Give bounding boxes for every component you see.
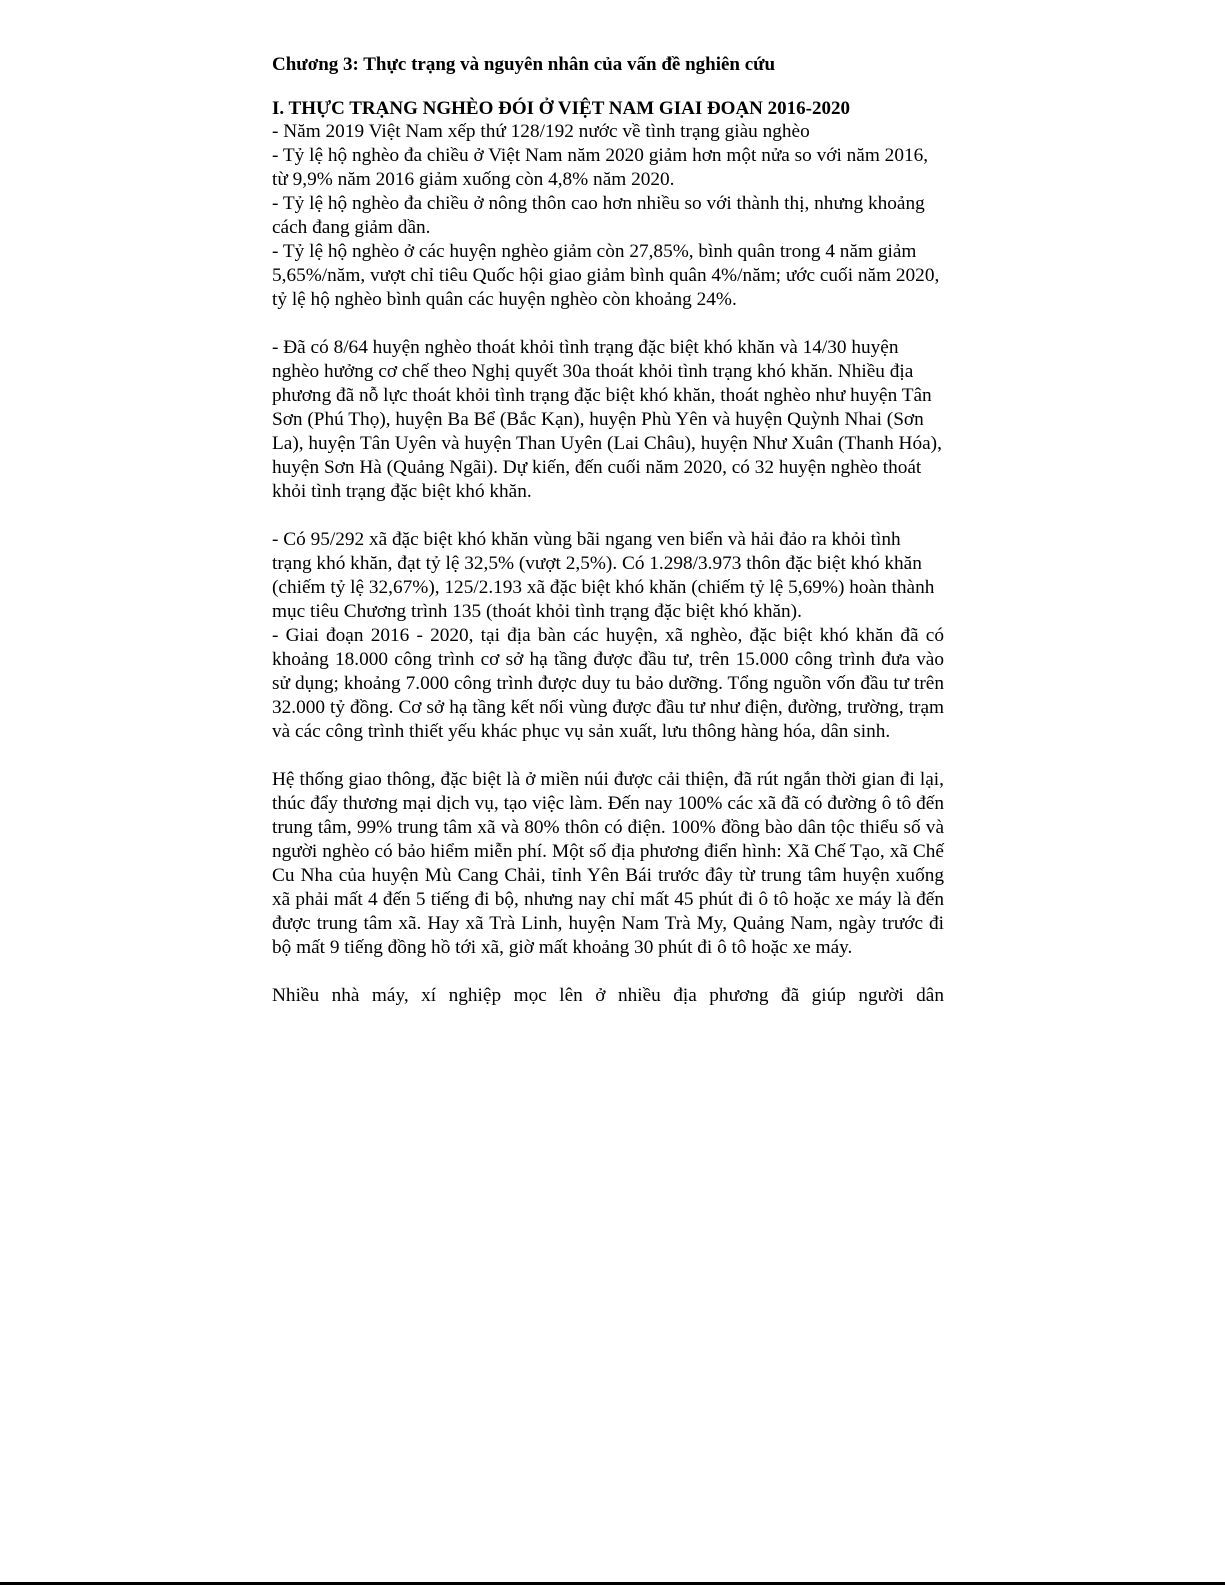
paragraph-coastal-communes: - Có 95/292 xã đặc biệt khó khăn vùng bãi ngang ven biển và hải đảo ra khỏi tình trạng khó khăn, đạt tỷ lệ 32,5% (vượt 2,5%). Có 1.298/3.973 thôn đặc biệt khó khăn (chiếm tỷ lệ 32,67%), 125/2.193 xã đặc biệt khó khăn (chiếm tỷ lệ 5,69%) hoàn thành mục tiêu Chương trình 135 (thoát khỏi tình trạng đặc biệt khó khăn). [272, 529, 935, 622]
paragraph-infrastructure: - Giai đoạn 2016 - 2020, tại địa bàn các huyện, xã nghèo, đặc biệt khó khăn đã có khoảng 18.000 công trình cơ sở hạ tầng được đầu tư, trên 15.000 công trình đưa vào sử dụng; khoảng 7.000 công trình được duy tu bảo dưỡng. Tổng nguồn vốn đầu tư trên 32.000 tỷ đồng. Cơ sở hạ tầng kết nối vùng được đầu tư như điện, đường, trường, trạm và các công trình thiết yếu khác phục vụ sản xuất, lưu thông hàng hóa, dân sinh. [272, 625, 944, 742]
paragraph-multidimensional-poverty: - Tỷ lệ hộ nghèo đa chiều ở Việt Nam năm 2020 giảm hơn một nửa so với năm 2016, từ 9,9% năm 2016 giảm xuống còn 4,8% năm 2020. [272, 145, 929, 190]
paragraph-ranking: - Năm 2019 Việt Nam xếp thứ 128/192 nước về tình trạng giàu nghèo [272, 121, 810, 142]
paragraph-spacer [272, 960, 944, 984]
chapter-title: Chương 3: Thực trạng và nguyên nhân của vấn đề nghiên cứu [272, 54, 776, 75]
paragraph-transport-system: Hệ thống giao thông, đặc biệt là ở miền núi được cải thiện, đã rút ngắn thời gian đi lại, thúc đẩy thương mại dịch vụ, tạo việc làm. Đến nay 100% các xã đã có đường ô tô đến trung tâm, 99% trung tâm xã và 80% thôn có điện. 100% đồng bào dân tộc thiểu số và người nghèo có bảo hiểm miễn phí. Một số địa phương điển hình: Xã Chế Tạo, xã Chế Cu Nha của huyện Mù Cang Chải, tỉnh Yên Bái trước đây từ trung tâm huyện xuống xã phải mất 4 đến 5 tiếng đi bộ, nhưng nay chỉ mất 45 phút đi ô tô hoặc xe máy là đến được trung tâm xã. Hay xã Trà Linh, huyện Nam Trà My, Quảng Nam, ngày trước đi bộ mất 9 tiếng đồng hồ tới xã, giờ mất khoảng 30 phút đi ô tô hoặc xe máy. [272, 769, 944, 958]
paragraph-rural-urban-gap: - Tỷ lệ hộ nghèo đa chiều ở nông thôn cao hơn nhiều so với thành thị, nhưng khoảng cách đang giảm dần. [272, 193, 925, 238]
paragraph-spacer [272, 312, 944, 336]
section-title: I. THỰC TRẠNG NGHÈO ĐÓI Ở VIỆT NAM GIAI ĐOẠN 2016-2020 [272, 98, 850, 119]
paragraph-spacer [272, 504, 944, 528]
document-page [272, 52, 944, 1008]
paragraph-districts-escaped: - Đã có 8/64 huyện nghèo thoát khỏi tình trạng đặc biệt khó khăn và 14/30 huyện nghèo hưởng cơ chế theo Nghị quyết 30a thoát khỏi tình trạng khó khăn. Nhiều địa phương đã nỗ lực thoát khỏi tình trạng đặc biệt khó khăn, thoát nghèo như huyện Tân Sơn (Phú Thọ), huyện Ba Bể (Bắc Kạn), huyện Phù Yên và huyện Quỳnh Nhai (Sơn La), huyện Tân Uyên và huyện Than Uyên (Lai Châu), huyện Như Xuân (Thanh Hóa), huyện Sơn Hà (Quảng Ngãi). Dự kiến, đến cuối năm 2020, có 32 huyện nghèo thoát khỏi tình trạng đặc biệt khó khăn. [272, 337, 942, 502]
paragraph-spacer [272, 744, 944, 768]
paragraph-poor-districts-rate: - Tỷ lệ hộ nghèo ở các huyện nghèo giảm còn 27,85%, bình quân trong 4 năm giảm 5,65%/năm, vượt chỉ tiêu Quốc hội giao giảm bình quân 4%/năm; ước cuối năm 2020, tỷ lệ hộ nghèo bình quân các huyện nghèo còn khoảng 24%. [272, 241, 940, 310]
paragraph-factories: Nhiều nhà máy, xí nghiệp mọc lên ở nhiều địa phương đã giúp người dân [272, 985, 944, 1006]
